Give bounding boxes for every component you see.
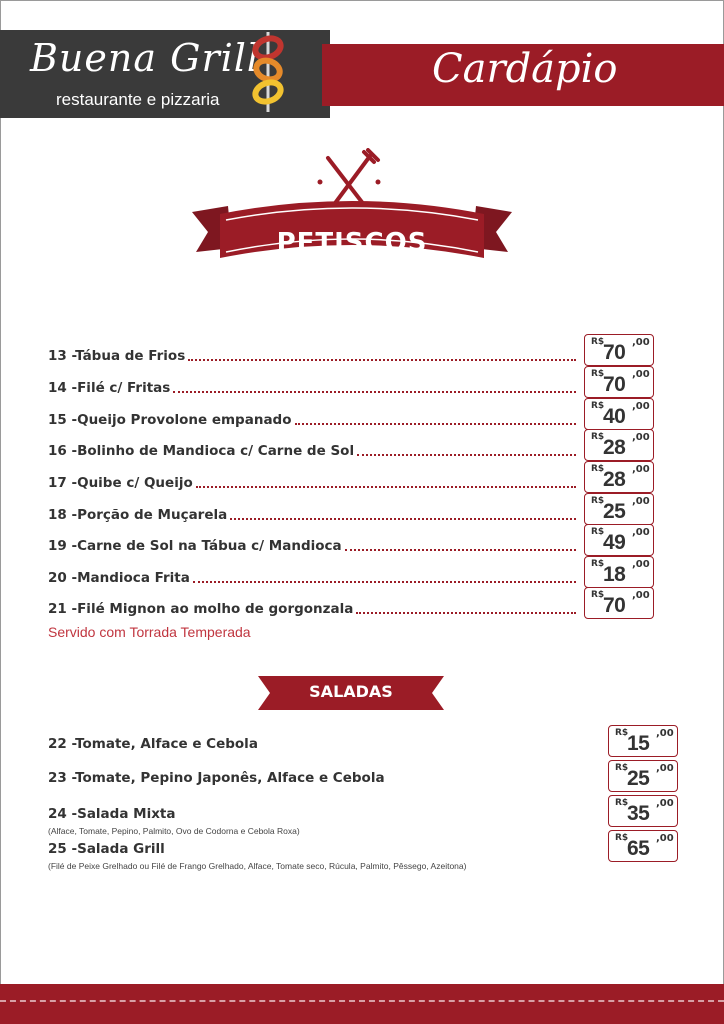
footer-band [0, 984, 724, 1024]
menu-item-label: 17 -Quibe c/ Queijo [48, 475, 193, 491]
price-cents: ,00 [656, 798, 674, 809]
price-cents: ,00 [632, 432, 650, 443]
dot-leader [173, 391, 576, 393]
price-currency: R$ [591, 464, 605, 474]
price-currency: R$ [591, 527, 605, 537]
salad-item-detail: (Filé de Peixe Grelhado ou Filé de Frango Grelhado, Alface, Tomate seco, Rúcula, Palmito, Pêssego, Azeitona) [48, 861, 467, 871]
salad-item-label: 24 -Salada Mixta [48, 806, 176, 822]
menu-item-label: 18 -Porção de Muçarela [48, 507, 228, 523]
menu-item-row [48, 404, 576, 428]
dot-leader [188, 359, 576, 361]
salad-item-label: 25 -Salada Grill [48, 841, 165, 857]
menu-item-row [48, 340, 576, 364]
price-currency: R$ [591, 432, 605, 442]
price-value: 28 [603, 468, 626, 491]
price-value: 35 [627, 802, 650, 825]
dot-leader [345, 549, 576, 551]
price-cents: ,00 [632, 369, 650, 380]
price-currency: R$ [591, 559, 605, 569]
salad-item-label: 22 -Tomate, Alface e Cebola [48, 736, 258, 752]
dot-leader [230, 518, 576, 520]
price-cents: ,00 [632, 590, 650, 601]
price-value: 70 [603, 373, 626, 396]
price-cents: ,00 [656, 728, 674, 739]
menu-item-label: 20 -Mandioca Frita [48, 570, 190, 586]
price-cents: ,00 [632, 464, 650, 475]
menu-item-row [48, 435, 576, 459]
price-value: 70 [603, 341, 626, 364]
price-value: 49 [603, 531, 626, 554]
price-tag [584, 556, 654, 588]
dot-leader [193, 581, 576, 583]
menu-item-row [48, 530, 576, 554]
price-currency: R$ [615, 763, 629, 773]
price-currency: R$ [591, 496, 605, 506]
price-value: 70 [603, 594, 626, 617]
price-cents: ,00 [632, 401, 650, 412]
dot-leader [357, 454, 576, 456]
price-cents: ,00 [632, 527, 650, 538]
price-tag [584, 587, 654, 619]
dot-leader [356, 612, 576, 614]
price-value: 15 [627, 732, 650, 755]
logo-tagline: restaurante e pizzaria [56, 90, 220, 109]
price-tag [608, 760, 678, 792]
section-heading-petiscos: PETISCOS [276, 228, 428, 258]
menu-item-label: 15 -Queijo Provolone empanado [48, 412, 292, 428]
price-tag [608, 830, 678, 862]
price-cents: ,00 [632, 496, 650, 507]
price-currency: R$ [615, 798, 629, 808]
section-heading-saladas: SALADAS [309, 682, 393, 701]
price-tag [584, 334, 654, 366]
price-tag [584, 493, 654, 525]
price-tag [584, 366, 654, 398]
price-tag [584, 524, 654, 556]
logo-name: Buena Grill [30, 36, 261, 80]
price-value: 18 [603, 563, 626, 586]
menu-item-label: 14 -Filé c/ Fritas [48, 380, 171, 396]
menu-item-label: 13 -Tábua de Frios [48, 348, 186, 364]
serving-note: Servido com Torrada Temperada [48, 624, 251, 640]
price-currency: R$ [615, 833, 629, 843]
salad-item-label: 23 -Tomate, Pepino Japonês, Alface e Cebola [48, 770, 385, 786]
price-currency: R$ [615, 728, 629, 738]
price-value: 40 [603, 405, 626, 428]
menu-item-row [48, 499, 576, 523]
logo-skewer-icon [238, 30, 298, 114]
menu-item-label: 19 -Carne de Sol na Tábua c/ Mandioca [48, 538, 342, 554]
salad-item-detail: (Alface, Tomate, Pepino, Palmito, Ovo de Codorna e Cebola Roxa) [48, 826, 300, 836]
price-cents: ,00 [632, 337, 650, 348]
menu-item-row [48, 593, 576, 617]
price-cents: ,00 [656, 833, 674, 844]
price-currency: R$ [591, 590, 605, 600]
dot-leader [196, 486, 576, 488]
price-cents: ,00 [656, 763, 674, 774]
menu-title: Cardápio [432, 46, 618, 92]
dot-leader [295, 423, 577, 425]
price-currency: R$ [591, 337, 605, 347]
menu-item-row [48, 372, 576, 396]
price-tag [608, 795, 678, 827]
price-value: 25 [603, 500, 626, 523]
price-currency: R$ [591, 401, 605, 411]
price-value: 65 [627, 837, 650, 860]
price-value: 25 [627, 767, 650, 790]
price-tag [608, 725, 678, 757]
menu-item-label: 16 -Bolinho de Mandioca c/ Carne de Sol [48, 443, 355, 459]
price-tag [584, 461, 654, 493]
menu-item-row [48, 562, 576, 586]
price-currency: R$ [591, 369, 605, 379]
menu-item-row [48, 467, 576, 491]
price-value: 28 [603, 436, 626, 459]
price-cents: ,00 [632, 559, 650, 570]
menu-item-label: 21 -Filé Mignon ao molho de gorgonzala [48, 601, 354, 617]
footer-stitch [0, 1000, 724, 1002]
price-tag [584, 429, 654, 461]
price-tag [584, 398, 654, 430]
